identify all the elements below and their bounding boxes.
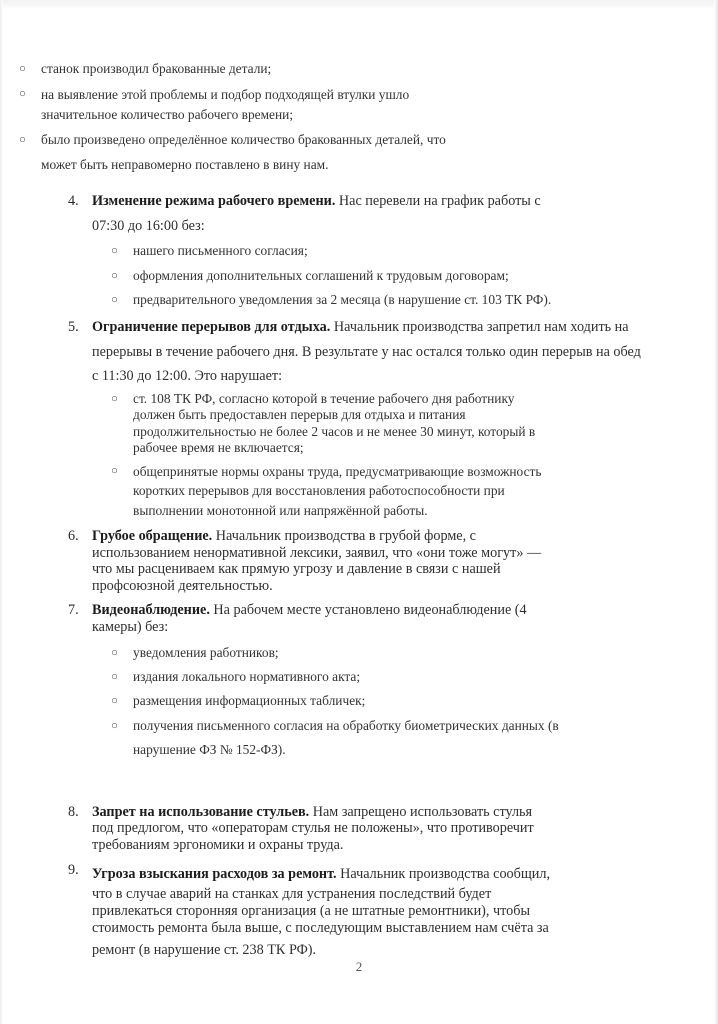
numbered-item-7 <box>0 602 718 762</box>
list-item-text: предварительного уведомления за 2 месяца (в нарушение ст. 103 ТК РФ). <box>133 292 552 308</box>
item-lead-line-1: Нас перевели на график работы с <box>335 193 541 210</box>
list-item-text: уведомления работников; <box>133 644 279 660</box>
list-item <box>108 264 640 288</box>
circle-bullet-icon: ○ <box>19 63 26 75</box>
item-text-line-4: профсоюзной деятельностью. <box>92 577 273 594</box>
item-body <box>92 189 640 238</box>
list-item-text: издания локального нормативного акта; <box>133 669 361 685</box>
list-item <box>108 689 640 713</box>
item-number: 5. <box>68 319 79 336</box>
list-item <box>108 641 640 665</box>
item-text-line-1: Нам запрещено использовать стулья <box>309 803 533 820</box>
item-5-sublist <box>92 391 640 520</box>
page-number: 2 <box>355 959 363 974</box>
list-item-text-line-1: получения письменного согласия на обработку биометрических данных (в <box>133 717 559 733</box>
item-lead-line-2: 07:30 до 16:00 без: <box>92 217 205 234</box>
list-item-text-line-4: рабочее время не включается; <box>133 440 304 456</box>
list-item <box>108 239 640 263</box>
numbered-item-8 <box>0 804 718 854</box>
list-item <box>108 288 640 312</box>
list-item <box>108 462 640 521</box>
item-7-sublist <box>92 641 640 763</box>
circle-bullet-icon: ○ <box>111 464 118 477</box>
list-item-text-line-1: ст. 108 ТК РФ, согласно которой в течение рабочего дня работнику <box>133 390 515 406</box>
item-lead-line-2: перерывы в течение рабочего дня. В результате у нас остался только один перерыв на обед <box>92 343 641 360</box>
list-item-text-line-2: нарушение ФЗ № 152-ФЗ). <box>133 742 286 758</box>
item-title: Видеонаблюдение. <box>92 602 210 619</box>
item-title: Запрет на использование стульев. <box>92 803 310 820</box>
item-number: 4. <box>68 193 79 210</box>
item-text-line-3: что мы расцениваем как прямую угрозу и давление в связи с нашей <box>92 561 501 578</box>
circle-bullet-icon: ○ <box>111 294 118 307</box>
list-item-text: станок производил бракованные детали; <box>41 61 272 76</box>
list-item-text: оформления дополнительных соглашений к трудовым договорам; <box>133 267 509 283</box>
item-body <box>92 862 640 963</box>
item-4-sublist <box>92 239 640 312</box>
circle-bullet-icon: ○ <box>19 134 26 147</box>
item-text-line-5: ремонт (в нарушение ст. 238 ТК РФ). <box>92 942 317 959</box>
item-text-line-4: стоимость ремонта была выше, с последующим выставлением нам счёта за <box>92 920 549 937</box>
item-number: 6. <box>68 528 79 545</box>
list-item-text-line-3: выполнении монотонной или напряжённой работы. <box>133 502 428 518</box>
item-lead-line-1: На рабочем месте установлено видеонаблюдение (4 <box>209 602 527 619</box>
circle-bullet-icon: ○ <box>111 392 118 405</box>
circle-bullet-icon: ○ <box>111 646 118 659</box>
item-text-line-3: привлекаться сторонняя организация (а не штатные ремонтники), чтобы <box>92 903 530 920</box>
circle-bullet-icon: ○ <box>111 671 118 684</box>
circle-bullet-icon: ○ <box>111 695 118 708</box>
list-item-text-line-2: может быть неправомерно поставлено в вину нам. <box>41 156 329 172</box>
item-lead-line-2: камеры) без: <box>92 619 169 636</box>
item-text-line-2: использованием ненормативной лексики, заявил, что «они тоже могут» — <box>92 544 542 561</box>
list-item <box>16 85 718 124</box>
item-title: Ограничение перерывов для отдыха. <box>92 319 331 336</box>
item-text-line-1: Начальник производства в грубой форме, с <box>212 528 476 545</box>
numbered-item-6 <box>0 528 718 594</box>
item-title: Изменение режима рабочего времени. <box>92 193 336 210</box>
list-item-text-line-2: значительное количество рабочего времени; <box>41 106 294 122</box>
continuation-bullet-list <box>0 57 718 177</box>
list-item <box>16 128 718 177</box>
circle-bullet-icon: ○ <box>111 245 118 258</box>
item-title: Угроза взыскания расходов за ремонт. <box>92 866 337 883</box>
list-item-text-line-1: на выявление этой проблемы и подбор подходящей втулки ушло <box>41 87 410 103</box>
list-item-text-line-3: продолжительностью не более 2 часов и не менее 30 минут, который в <box>133 423 536 439</box>
item-title: Грубое обращение. <box>92 528 213 545</box>
item-body <box>92 528 640 594</box>
numbered-item-9 <box>0 862 718 963</box>
item-number: 7. <box>68 602 79 619</box>
circle-bullet-icon: ○ <box>111 269 118 282</box>
item-number: 8. <box>68 803 79 820</box>
circle-bullet-icon: ○ <box>111 719 118 732</box>
list-item-text: нашего письменного согласия; <box>133 243 308 259</box>
item-text-line-2: что в случае аварий на станках для устранения последствий будет <box>92 886 492 903</box>
list-item <box>108 665 640 689</box>
item-text-line-1: Начальник производства сообщил, <box>336 866 550 883</box>
circle-bullet-icon: ○ <box>19 88 26 101</box>
item-text-line-2: под предлогом, что «операторам стулья не положены», что противоречит <box>92 820 534 837</box>
list-item <box>108 714 640 763</box>
list-item-text-line-2: коротких перерывов для восстановления работоспособности при <box>133 483 505 499</box>
list-item-text-line-1: общепринятые нормы охраны труда, предусматривающие возможность <box>133 463 542 479</box>
list-item <box>108 391 640 457</box>
item-number: 9. <box>68 862 79 879</box>
item-body <box>92 804 640 854</box>
item-body <box>92 315 640 389</box>
list-item-text-line-1: было произведено определённое количество бракованных деталей, что <box>41 132 446 148</box>
list-item-text-line-2: должен быть предоставлен перерыв для отдыха и питания <box>133 407 466 423</box>
item-lead-line-1: Начальник производства запретил нам ходить на <box>330 319 629 336</box>
item-text-line-3: требованиям эргономики и охраны труда. <box>92 836 344 853</box>
numbered-item-4 <box>0 189 718 312</box>
list-item-text: размещения информационных табличек; <box>133 693 366 709</box>
list-item <box>16 57 718 81</box>
item-body <box>92 602 640 635</box>
numbered-item-5 <box>0 315 718 520</box>
item-lead-line-3: с 11:30 до 12:00. Это нарушает: <box>92 368 283 385</box>
